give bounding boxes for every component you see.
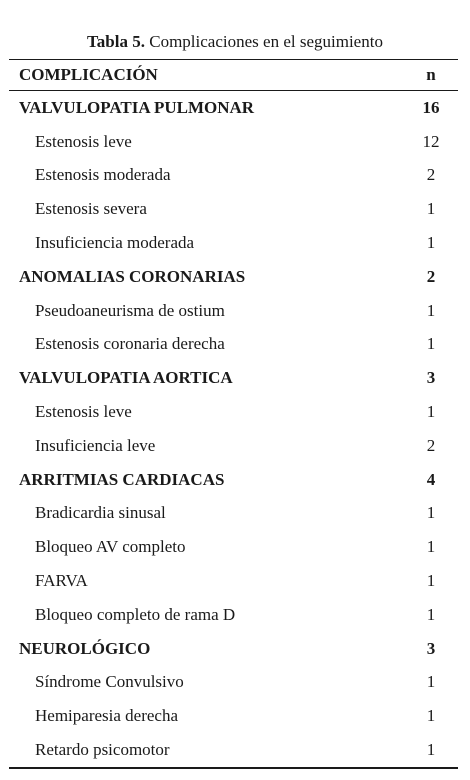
table-row [9,598,458,632]
table-row [9,699,458,733]
complication-count: 12 [422,131,440,151]
table-body [9,91,458,767]
table-row [9,328,458,362]
complication-count: 1 [426,740,436,760]
complication-name: Estenosis coronaria derecha [35,334,225,354]
table-caption-text: Complicaciones en el seguimiento [145,32,383,51]
complication-count: 4 [426,469,436,489]
complication-count: 2 [426,165,436,185]
complications-table [9,59,458,769]
complication-count: 1 [426,604,436,624]
table-row [9,159,458,193]
table-row [9,192,458,226]
complication-name: Bloqueo AV completo [35,537,186,557]
complication-count: 1 [426,672,436,692]
complication-name: FARVA [35,571,88,591]
table-header [9,60,458,90]
complication-count: 3 [426,368,436,388]
table-row [9,294,458,328]
complication-name: Hemiparesia derecha [35,706,178,726]
table-row-group [9,632,458,666]
complication-name: Bloqueo completo de rama D [35,604,236,624]
table-row [9,226,458,260]
complication-name: VALVULOPATIA AORTICA [19,368,233,388]
header-n: n [426,65,436,84]
complication-name: Bradicardia sinusal [35,503,166,523]
complication-count: 3 [426,638,436,658]
complication-count: 1 [426,706,436,726]
complication-count: 1 [426,334,436,354]
table-row-group [9,463,458,497]
table-row [9,733,458,767]
complication-count: 2 [426,266,436,286]
table-row [9,125,458,159]
complication-name: VALVULOPATIA PULMONAR [19,97,255,117]
table-row [9,564,458,598]
table-row [9,497,458,531]
complication-count: 1 [426,402,436,422]
complication-name: ARRITMIAS CARDIACAS [19,469,225,489]
table-row-group [9,260,458,294]
table-row-group [9,361,458,395]
complication-count: 16 [422,97,440,117]
complication-name: Insuficiencia leve [35,435,156,455]
complication-name: Estenosis moderada [35,165,171,185]
complication-name: Síndrome Convulsivo [35,672,184,692]
table-caption [0,31,470,53]
table-row [9,530,458,564]
complication-name: NEUROLÓGICO [19,638,151,658]
complication-name: ANOMALIAS CORONARIAS [19,266,246,286]
complication-count: 1 [426,503,436,523]
complication-count: 1 [426,233,436,253]
complication-name: Insuficiencia moderada [35,233,195,253]
complication-count: 2 [426,435,436,455]
complication-count: 1 [426,537,436,557]
table-row-group [9,91,458,125]
table-caption-label: Tabla 5. [87,32,145,51]
complication-name: Estenosis leve [35,131,132,151]
complication-name: Estenosis leve [35,402,132,422]
complication-name: Pseudoaneurisma de ostium [35,300,225,320]
table-row [9,395,458,429]
table-row [9,666,458,700]
table-row [9,429,458,463]
complication-count: 1 [426,199,436,219]
complication-count: 1 [426,571,436,591]
complication-name: Retardo psicomotor [35,740,170,760]
header-complication: COMPLICACIÓN [19,65,158,84]
complication-count: 1 [426,300,436,320]
complication-name: Estenosis severa [35,199,147,219]
bottom-rule [9,767,458,769]
